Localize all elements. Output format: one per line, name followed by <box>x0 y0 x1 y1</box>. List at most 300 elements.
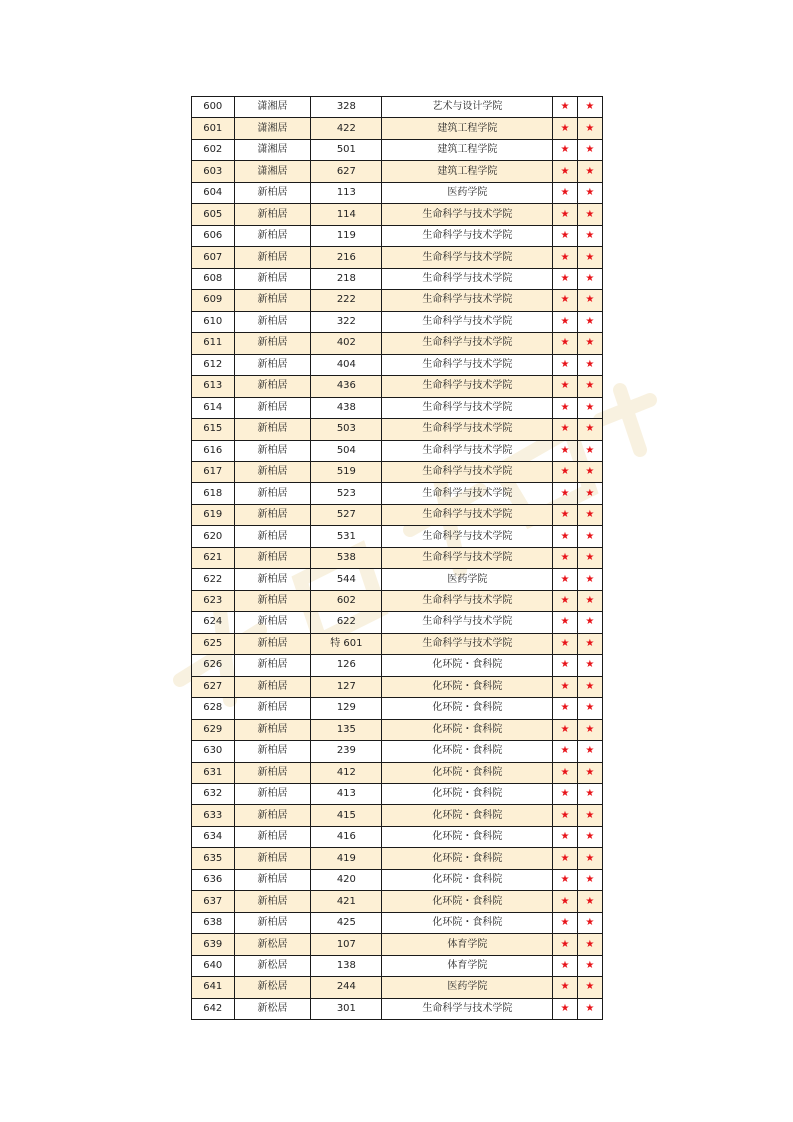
college-name: 生命科学与技术学院 <box>382 290 553 311</box>
room-number: 113 <box>311 182 382 203</box>
room-number: 438 <box>311 397 382 418</box>
star-icon: ★ <box>577 784 602 805</box>
college-name: 化环院・食科院 <box>382 869 553 890</box>
row-number: 638 <box>192 912 235 933</box>
row-number: 607 <box>192 247 235 268</box>
college-name: 体育学院 <box>382 955 553 976</box>
table-row <box>192 698 603 719</box>
room-number: 416 <box>311 826 382 847</box>
room-number: 126 <box>311 655 382 676</box>
building-name: 新柏居 <box>234 805 311 826</box>
star-icon: ★ <box>577 247 602 268</box>
building-name: 新柏居 <box>234 826 311 847</box>
row-number: 632 <box>192 784 235 805</box>
college-name: 生命科学与技术学院 <box>382 590 553 611</box>
table-row <box>192 504 603 525</box>
star-icon: ★ <box>553 268 577 289</box>
row-number: 619 <box>192 504 235 525</box>
college-name: 生命科学与技术学院 <box>382 268 553 289</box>
star-icon: ★ <box>577 354 602 375</box>
table-body <box>192 97 603 1020</box>
table-row <box>192 569 603 590</box>
college-name: 体育学院 <box>382 934 553 955</box>
row-number: 635 <box>192 848 235 869</box>
building-name: 新松居 <box>234 934 311 955</box>
row-number: 642 <box>192 998 235 1019</box>
table-row <box>192 676 603 697</box>
college-name: 生命科学与技术学院 <box>382 461 553 482</box>
room-number: 602 <box>311 590 382 611</box>
star-icon: ★ <box>577 869 602 890</box>
building-name: 新柏居 <box>234 698 311 719</box>
room-number: 544 <box>311 569 382 590</box>
building-name: 新柏居 <box>234 547 311 568</box>
star-icon: ★ <box>553 719 577 740</box>
star-icon: ★ <box>553 569 577 590</box>
college-name: 建筑工程学院 <box>382 118 553 139</box>
building-name: 新柏居 <box>234 354 311 375</box>
college-name: 化环院・食科院 <box>382 805 553 826</box>
building-name: 新柏居 <box>234 290 311 311</box>
college-name: 化环院・食科院 <box>382 826 553 847</box>
college-name: 生命科学与技术学院 <box>382 376 553 397</box>
college-name: 化环院・食科院 <box>382 762 553 783</box>
row-number: 630 <box>192 741 235 762</box>
college-name: 化环院・食科院 <box>382 698 553 719</box>
row-number: 612 <box>192 354 235 375</box>
college-name: 生命科学与技术学院 <box>382 333 553 354</box>
row-number: 625 <box>192 633 235 654</box>
building-name: 潇湘居 <box>234 97 311 118</box>
star-icon: ★ <box>553 741 577 762</box>
dormitory-table <box>191 96 603 1020</box>
table-row <box>192 440 603 461</box>
table-row <box>192 719 603 740</box>
table-row <box>192 354 603 375</box>
row-number: 621 <box>192 547 235 568</box>
star-icon: ★ <box>553 397 577 418</box>
table-row <box>192 869 603 890</box>
star-icon: ★ <box>577 912 602 933</box>
table-row <box>192 826 603 847</box>
table-row <box>192 526 603 547</box>
row-number: 629 <box>192 719 235 740</box>
college-name: 生命科学与技术学院 <box>382 547 553 568</box>
college-name: 医药学院 <box>382 977 553 998</box>
building-name: 新柏居 <box>234 891 311 912</box>
college-name: 生命科学与技术学院 <box>382 247 553 268</box>
room-number: 107 <box>311 934 382 955</box>
room-number: 501 <box>311 139 382 160</box>
college-name: 化环院・食科院 <box>382 676 553 697</box>
star-icon: ★ <box>553 698 577 719</box>
room-number: 216 <box>311 247 382 268</box>
row-number: 609 <box>192 290 235 311</box>
star-icon: ★ <box>577 268 602 289</box>
room-number: 322 <box>311 311 382 332</box>
college-name: 化环院・食科院 <box>382 719 553 740</box>
table-row <box>192 376 603 397</box>
building-name: 新柏居 <box>234 848 311 869</box>
star-icon: ★ <box>577 891 602 912</box>
table-row <box>192 612 603 633</box>
star-icon: ★ <box>577 290 602 311</box>
room-number: 422 <box>311 118 382 139</box>
building-name: 新柏居 <box>234 225 311 246</box>
row-number: 615 <box>192 419 235 440</box>
star-icon: ★ <box>553 784 577 805</box>
star-icon: ★ <box>577 805 602 826</box>
star-icon: ★ <box>553 204 577 225</box>
row-number: 610 <box>192 311 235 332</box>
table-row <box>192 118 603 139</box>
room-number: 412 <box>311 762 382 783</box>
star-icon: ★ <box>577 461 602 482</box>
building-name: 新柏居 <box>234 719 311 740</box>
building-name: 潇湘居 <box>234 118 311 139</box>
row-number: 623 <box>192 590 235 611</box>
star-icon: ★ <box>577 698 602 719</box>
room-number: 420 <box>311 869 382 890</box>
star-icon: ★ <box>553 247 577 268</box>
table-row <box>192 977 603 998</box>
star-icon: ★ <box>577 225 602 246</box>
building-name: 新松居 <box>234 977 311 998</box>
star-icon: ★ <box>553 504 577 525</box>
star-icon: ★ <box>553 612 577 633</box>
building-name: 新柏居 <box>234 912 311 933</box>
table-row <box>192 204 603 225</box>
building-name: 新柏居 <box>234 376 311 397</box>
table-row <box>192 998 603 1019</box>
table-row <box>192 333 603 354</box>
room-number: 402 <box>311 333 382 354</box>
table-row <box>192 139 603 160</box>
table-row <box>192 161 603 182</box>
star-icon: ★ <box>553 354 577 375</box>
row-number: 628 <box>192 698 235 719</box>
star-icon: ★ <box>577 741 602 762</box>
row-number: 624 <box>192 612 235 633</box>
row-number: 613 <box>192 376 235 397</box>
star-icon: ★ <box>553 633 577 654</box>
building-name: 新柏居 <box>234 741 311 762</box>
building-name: 新柏居 <box>234 762 311 783</box>
room-number: 415 <box>311 805 382 826</box>
room-number: 239 <box>311 741 382 762</box>
table-row <box>192 247 603 268</box>
college-name: 化环院・食科院 <box>382 741 553 762</box>
star-icon: ★ <box>577 569 602 590</box>
star-icon: ★ <box>553 311 577 332</box>
row-number: 608 <box>192 268 235 289</box>
row-number: 637 <box>192 891 235 912</box>
room-number: 419 <box>311 848 382 869</box>
room-number: 218 <box>311 268 382 289</box>
table-row <box>192 934 603 955</box>
building-name: 新柏居 <box>234 333 311 354</box>
college-name: 建筑工程学院 <box>382 139 553 160</box>
table-row <box>192 955 603 976</box>
star-icon: ★ <box>577 333 602 354</box>
row-number: 603 <box>192 161 235 182</box>
table-row <box>192 225 603 246</box>
table-row <box>192 483 603 504</box>
star-icon: ★ <box>553 225 577 246</box>
star-icon: ★ <box>577 376 602 397</box>
star-icon: ★ <box>553 869 577 890</box>
building-name: 新柏居 <box>234 483 311 504</box>
table-row <box>192 741 603 762</box>
room-number: 627 <box>311 161 382 182</box>
college-name: 生命科学与技术学院 <box>382 612 553 633</box>
building-name: 潇湘居 <box>234 161 311 182</box>
table-row <box>192 633 603 654</box>
college-name: 化环院・食科院 <box>382 912 553 933</box>
star-icon: ★ <box>553 419 577 440</box>
star-icon: ★ <box>577 397 602 418</box>
star-icon: ★ <box>577 719 602 740</box>
row-number: 616 <box>192 440 235 461</box>
star-icon: ★ <box>553 848 577 869</box>
star-icon: ★ <box>553 805 577 826</box>
college-name: 医药学院 <box>382 569 553 590</box>
building-name: 新柏居 <box>234 440 311 461</box>
college-name: 生命科学与技术学院 <box>382 998 553 1019</box>
building-name: 新柏居 <box>234 633 311 654</box>
star-icon: ★ <box>577 204 602 225</box>
row-number: 604 <box>192 182 235 203</box>
star-icon: ★ <box>553 891 577 912</box>
college-name: 化环院・食科院 <box>382 848 553 869</box>
row-number: 639 <box>192 934 235 955</box>
star-icon: ★ <box>553 376 577 397</box>
row-number: 600 <box>192 97 235 118</box>
star-icon: ★ <box>577 504 602 525</box>
college-name: 生命科学与技术学院 <box>382 419 553 440</box>
room-number: 436 <box>311 376 382 397</box>
college-name: 生命科学与技术学院 <box>382 483 553 504</box>
star-icon: ★ <box>577 311 602 332</box>
college-name: 生命科学与技术学院 <box>382 204 553 225</box>
row-number: 631 <box>192 762 235 783</box>
building-name: 新柏居 <box>234 569 311 590</box>
building-name: 新柏居 <box>234 311 311 332</box>
college-name: 生命科学与技术学院 <box>382 504 553 525</box>
star-icon: ★ <box>553 118 577 139</box>
star-icon: ★ <box>577 547 602 568</box>
star-icon: ★ <box>553 139 577 160</box>
star-icon: ★ <box>577 955 602 976</box>
star-icon: ★ <box>553 161 577 182</box>
table-row <box>192 290 603 311</box>
star-icon: ★ <box>553 977 577 998</box>
building-name: 新松居 <box>234 955 311 976</box>
building-name: 新松居 <box>234 998 311 1019</box>
table-row <box>192 891 603 912</box>
star-icon: ★ <box>577 762 602 783</box>
star-icon: ★ <box>577 118 602 139</box>
room-number: 523 <box>311 483 382 504</box>
room-number: 504 <box>311 440 382 461</box>
star-icon: ★ <box>553 483 577 504</box>
room-number: 622 <box>311 612 382 633</box>
room-number: 425 <box>311 912 382 933</box>
table-row <box>192 848 603 869</box>
room-number: 138 <box>311 955 382 976</box>
star-icon: ★ <box>553 676 577 697</box>
row-number: 614 <box>192 397 235 418</box>
room-number: 328 <box>311 97 382 118</box>
building-name: 新柏居 <box>234 182 311 203</box>
star-icon: ★ <box>577 826 602 847</box>
star-icon: ★ <box>577 676 602 697</box>
table-row <box>192 397 603 418</box>
row-number: 641 <box>192 977 235 998</box>
room-number: 129 <box>311 698 382 719</box>
building-name: 新柏居 <box>234 268 311 289</box>
building-name: 新柏居 <box>234 784 311 805</box>
star-icon: ★ <box>553 955 577 976</box>
row-number: 633 <box>192 805 235 826</box>
college-name: 生命科学与技术学院 <box>382 633 553 654</box>
room-number: 114 <box>311 204 382 225</box>
table-row <box>192 461 603 482</box>
table-row <box>192 311 603 332</box>
building-name: 新柏居 <box>234 676 311 697</box>
star-icon: ★ <box>577 483 602 504</box>
building-name: 新柏居 <box>234 612 311 633</box>
room-number: 538 <box>311 547 382 568</box>
table-row <box>192 784 603 805</box>
row-number: 606 <box>192 225 235 246</box>
table-row <box>192 912 603 933</box>
room-number: 222 <box>311 290 382 311</box>
star-icon: ★ <box>577 633 602 654</box>
star-icon: ★ <box>577 440 602 461</box>
building-name: 新柏居 <box>234 504 311 525</box>
college-name: 医药学院 <box>382 182 553 203</box>
row-number: 601 <box>192 118 235 139</box>
building-name: 新柏居 <box>234 204 311 225</box>
star-icon: ★ <box>553 762 577 783</box>
row-number: 626 <box>192 655 235 676</box>
row-number: 605 <box>192 204 235 225</box>
room-number: 119 <box>311 225 382 246</box>
building-name: 新柏居 <box>234 590 311 611</box>
table-row <box>192 419 603 440</box>
row-number: 602 <box>192 139 235 160</box>
building-name: 新柏居 <box>234 869 311 890</box>
room-number: 519 <box>311 461 382 482</box>
room-number: 527 <box>311 504 382 525</box>
table-row <box>192 97 603 118</box>
college-name: 建筑工程学院 <box>382 161 553 182</box>
row-number: 617 <box>192 461 235 482</box>
room-number: 531 <box>311 526 382 547</box>
college-name: 艺术与设计学院 <box>382 97 553 118</box>
star-icon: ★ <box>577 419 602 440</box>
star-icon: ★ <box>553 182 577 203</box>
row-number: 620 <box>192 526 235 547</box>
college-name: 化环院・食科院 <box>382 655 553 676</box>
star-icon: ★ <box>553 998 577 1019</box>
college-name: 生命科学与技术学院 <box>382 354 553 375</box>
row-number: 611 <box>192 333 235 354</box>
building-name: 新柏居 <box>234 461 311 482</box>
star-icon: ★ <box>577 612 602 633</box>
star-icon: ★ <box>553 547 577 568</box>
star-icon: ★ <box>577 182 602 203</box>
table-row <box>192 182 603 203</box>
row-number: 640 <box>192 955 235 976</box>
star-icon: ★ <box>553 590 577 611</box>
star-icon: ★ <box>577 655 602 676</box>
star-icon: ★ <box>577 977 602 998</box>
star-icon: ★ <box>577 934 602 955</box>
row-number: 636 <box>192 869 235 890</box>
star-icon: ★ <box>577 161 602 182</box>
table-row <box>192 547 603 568</box>
star-icon: ★ <box>553 290 577 311</box>
star-icon: ★ <box>553 912 577 933</box>
star-icon: ★ <box>553 934 577 955</box>
star-icon: ★ <box>553 97 577 118</box>
building-name: 新柏居 <box>234 397 311 418</box>
room-number: 503 <box>311 419 382 440</box>
room-number: 421 <box>311 891 382 912</box>
star-icon: ★ <box>577 998 602 1019</box>
row-number: 634 <box>192 826 235 847</box>
star-icon: ★ <box>577 139 602 160</box>
star-icon: ★ <box>553 461 577 482</box>
star-icon: ★ <box>553 440 577 461</box>
building-name: 潇湘居 <box>234 139 311 160</box>
star-icon: ★ <box>553 655 577 676</box>
room-number: 127 <box>311 676 382 697</box>
row-number: 622 <box>192 569 235 590</box>
college-name: 化环院・食科院 <box>382 784 553 805</box>
college-name: 生命科学与技术学院 <box>382 440 553 461</box>
star-icon: ★ <box>577 848 602 869</box>
college-name: 生命科学与技术学院 <box>382 526 553 547</box>
room-number: 301 <box>311 998 382 1019</box>
star-icon: ★ <box>577 590 602 611</box>
room-number: 135 <box>311 719 382 740</box>
room-number: 244 <box>311 977 382 998</box>
table-row <box>192 762 603 783</box>
star-icon: ★ <box>553 826 577 847</box>
table-row <box>192 805 603 826</box>
college-name: 化环院・食科院 <box>382 891 553 912</box>
row-number: 627 <box>192 676 235 697</box>
table-row <box>192 268 603 289</box>
college-name: 生命科学与技术学院 <box>382 225 553 246</box>
room-number: 413 <box>311 784 382 805</box>
building-name: 新柏居 <box>234 247 311 268</box>
row-number: 618 <box>192 483 235 504</box>
building-name: 新柏居 <box>234 419 311 440</box>
table-row <box>192 590 603 611</box>
building-name: 新柏居 <box>234 655 311 676</box>
college-name: 生命科学与技术学院 <box>382 311 553 332</box>
star-icon: ★ <box>553 526 577 547</box>
college-name: 生命科学与技术学院 <box>382 397 553 418</box>
star-icon: ★ <box>553 333 577 354</box>
star-icon: ★ <box>577 97 602 118</box>
room-number: 特 601 <box>311 633 382 654</box>
table-row <box>192 655 603 676</box>
